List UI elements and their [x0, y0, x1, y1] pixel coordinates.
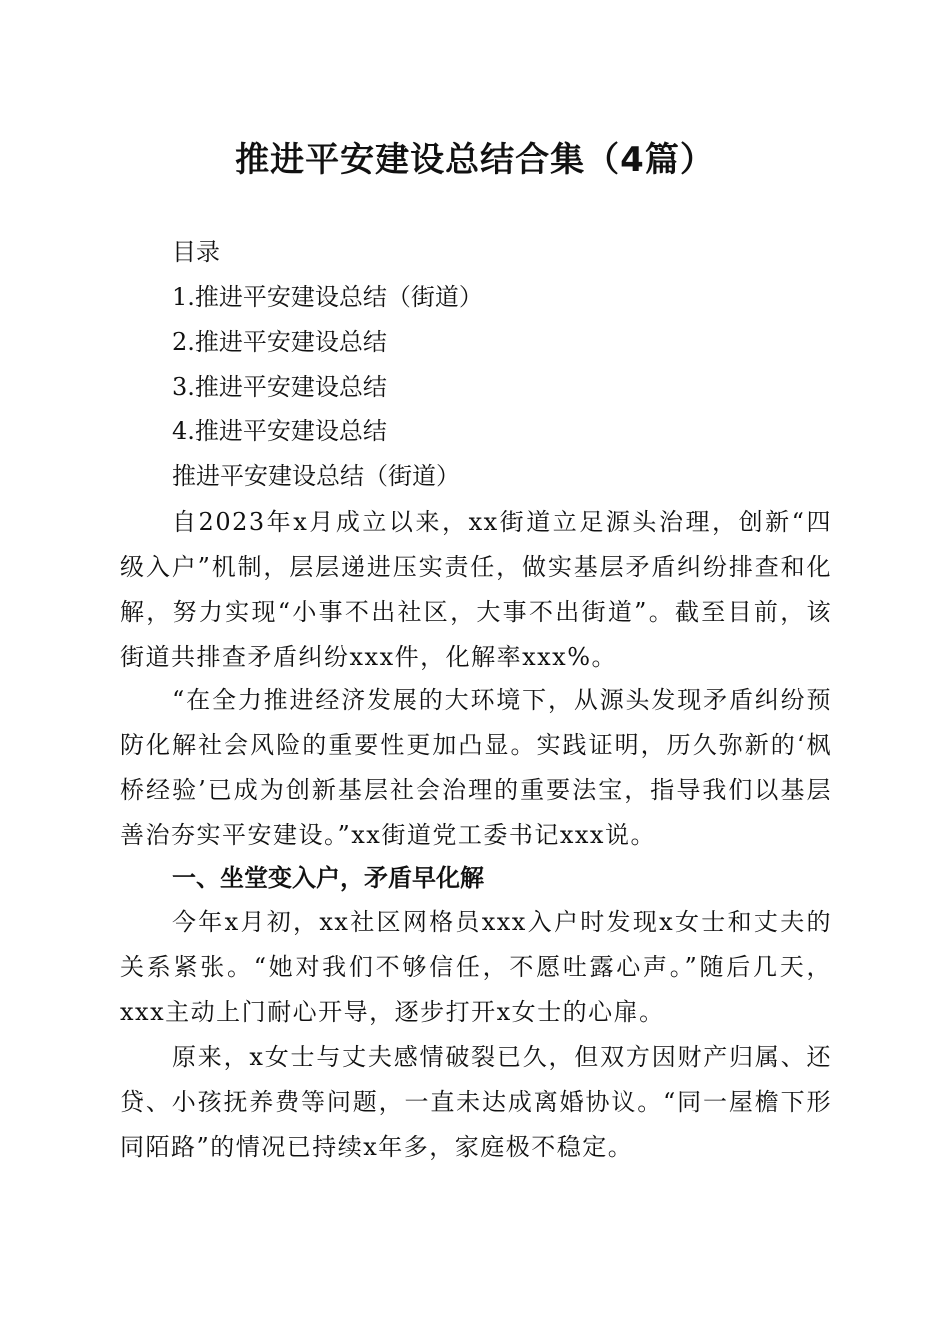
article-title: 推进平安建设总结（街道）: [172, 462, 460, 490]
document-title: 推进平安建设总结合集（4篇）: [235, 140, 715, 180]
toc-heading: 目录: [172, 238, 220, 266]
section-heading: 一、坐堂变入户，矛盾早化解: [172, 864, 484, 892]
toc-item-4: 4.推进平安建设总结: [172, 417, 387, 445]
section-paragraph-2: 原来，x女士与丈夫感情破裂已久，但双方因财产归属、还贷、小孩抚养费等问题，一直未达成离婚协议。“同一屋檐下形同陌路”的情况已持续x年多，家庭极不稳定。: [120, 1043, 832, 1161]
toc-item-3: 3.推进平安建设总结: [172, 373, 387, 401]
toc-item-1: 1.推进平安建设总结（街道）: [172, 283, 483, 311]
section-paragraph-1: 今年x月初，xx社区网格员xxx入户时发现x女士和丈夫的关系紧张。“她对我们不够信任，不愿吐露心声。”随后几天，xxx主动上门耐心开导，逐步打开x女士的心扉。: [120, 908, 832, 1026]
paragraph-1: 自2023年x月成立以来，xx街道立足源头治理，创新“四级入户”机制，层层递进压实责任，做实基层矛盾纠纷排查和化解，努力实现“小事不出社区，大事不出街道”。截至目前，该街道共排查矛盾纠纷xxx件，化解率xxx%。: [120, 508, 832, 671]
toc-item-2: 2.推进平安建设总结: [172, 328, 387, 356]
paragraph-2: “在全力推进经济发展的大环境下，从源头发现矛盾纠纷预防化解社会风险的重要性更加凸显。实践证明，历久弥新的‘枫桥经验’已成为创新基层社会治理的重要法宝，指导我们以基层善治夯实平安建设。”xx街道党工委书记xxx说。: [120, 686, 832, 849]
